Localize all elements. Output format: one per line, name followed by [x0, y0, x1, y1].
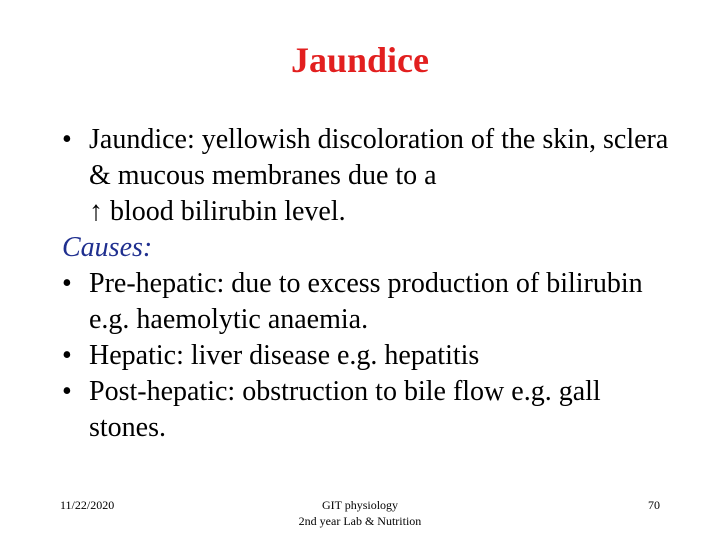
bullet-mark: •	[62, 340, 72, 371]
definition-text-part2: blood bilirubin level.	[103, 196, 346, 227]
hepatic-text: Hepatic: liver disease e.g. hepatitis	[89, 340, 480, 371]
bullet-mark: •	[62, 376, 72, 407]
bullet-item-prehepatic	[62, 266, 682, 338]
posthepatic-text: Post-hepatic: obstruction to bile flow e.g. gall stones.	[89, 376, 601, 443]
slide-title: Jaundice	[290, 40, 430, 80]
page-number: 70	[648, 498, 660, 512]
definition-text-part1: Jaundice: yellowish discoloration of the skin, sclera & mucous membranes due to a	[89, 124, 669, 191]
footer-center	[260, 497, 460, 529]
up-arrow-icon: ↑	[89, 196, 103, 227]
footer-date: 11/22/2020	[60, 498, 115, 512]
bullet-item-definition	[62, 122, 682, 230]
bullet-item-hepatic	[62, 338, 682, 374]
prehepatic-text: Pre-hepatic: due to excess production of bilirubin e.g. haemolytic anaemia.	[89, 268, 643, 335]
bullet-mark: •	[62, 268, 72, 299]
bullet-item-posthepatic	[62, 374, 682, 446]
bullet-mark: •	[62, 124, 72, 155]
footer-audience: 2nd year Lab & Nutrition	[298, 514, 422, 528]
slide-content	[62, 122, 682, 446]
footer-course: GIT physiology	[321, 498, 399, 512]
causes-heading: Causes:	[62, 232, 153, 263]
